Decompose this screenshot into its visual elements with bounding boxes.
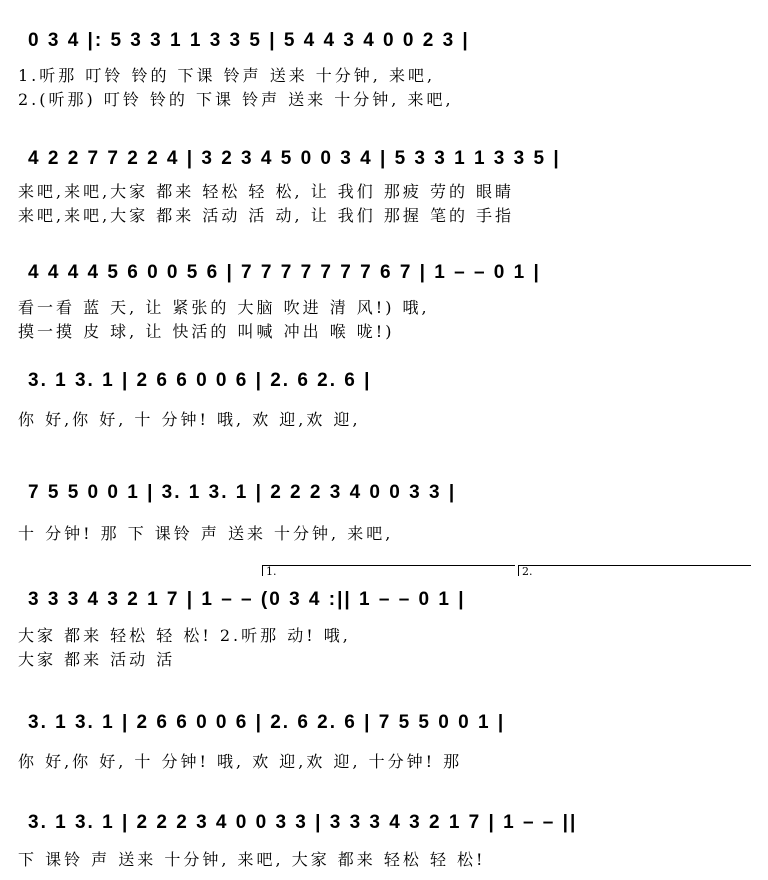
lyric-line-5: 十 分钟! 那 下 课铃 声 送来 十分钟, 来吧,	[18, 524, 394, 543]
lyric-line-3b: 摸一摸 皮 球, 让 快活的 叫喊 冲出 喉 咙!)	[18, 322, 395, 341]
lyric-line-6a: 大家 都来 轻松 轻 松! 2.听那 动! 哦,	[18, 626, 351, 645]
notation-line-8: 3. 1 3. 1 | 2 2 2 3 4 0 0 3 3 | 3 3 3 4 3 2 1 7 | 1 – – ||	[28, 812, 578, 833]
lyric-line-2b: 来吧,来吧,大家 都来 活动 活 动, 让 我们 那握 笔的 手指	[18, 206, 515, 225]
lyric-line-1b: 2.(听那) 叮铃 铃的 下课 铃声 送来 十分钟, 来吧,	[18, 90, 454, 109]
first-ending-label: 1.	[266, 565, 277, 578]
notation-line-7: 3. 1 3. 1 | 2 6 6 0 0 6 | 2. 6 2. 6 | 7 5 5 0 0 1 |	[28, 712, 506, 733]
notation-line-1: 0 3 4 |: 5 3 3 1 1 3 3 5 | 5 4 4 3 4 0 0 2 3 |	[28, 30, 470, 51]
second-ending-bracket	[518, 565, 751, 576]
lyric-line-3a: 看一看 蓝 天, 让 紧张的 大脑 吹进 清 风!) 哦,	[18, 298, 430, 317]
notation-line-5: 7 5 5 0 0 1 | 3. 1 3. 1 | 2 2 2 3 4 0 0 3 3 |	[28, 482, 457, 503]
lyric-line-7: 你 好,你 好, 十 分钟! 哦, 欢 迎,欢 迎, 十分钟! 那	[18, 752, 463, 771]
lyric-line-8: 下 课铃 声 送来 十分钟, 来吧, 大家 都来 轻松 轻 松!	[18, 850, 486, 869]
notation-line-4: 3. 1 3. 1 | 2 6 6 0 0 6 | 2. 6 2. 6 |	[28, 370, 372, 391]
second-ending-label: 2.	[522, 565, 533, 578]
notation-line-3: 4 4 4 4 5 6 0 0 5 6 | 7 7 7 7 7 7 7 6 7 | 1 – – 0 1 |	[28, 262, 541, 283]
lyric-line-2a: 来吧,来吧,大家 都来 轻松 轻 松, 让 我们 那疲 劳的 眼睛	[18, 182, 515, 201]
lyric-line-6b: 大家 都来 活动 活	[18, 650, 176, 669]
notation-line-2: 4 2 2 7 7 2 2 4 | 3 2 3 4 5 0 0 3 4 | 5 3 3 1 1 3 3 5 |	[28, 148, 561, 169]
first-ending-bracket	[262, 565, 515, 576]
lyric-line-4: 你 好,你 好, 十 分钟! 哦, 欢 迎,欢 迎,	[18, 410, 361, 429]
lyric-line-1a: 1.听那 叮铃 铃的 下课 铃声 送来 十分钟, 来吧,	[18, 66, 436, 85]
notation-line-6: 3 3 3 4 3 2 1 7 | 1 – – (0 3 4 :|| 1 – – 0 1 |	[28, 589, 466, 610]
